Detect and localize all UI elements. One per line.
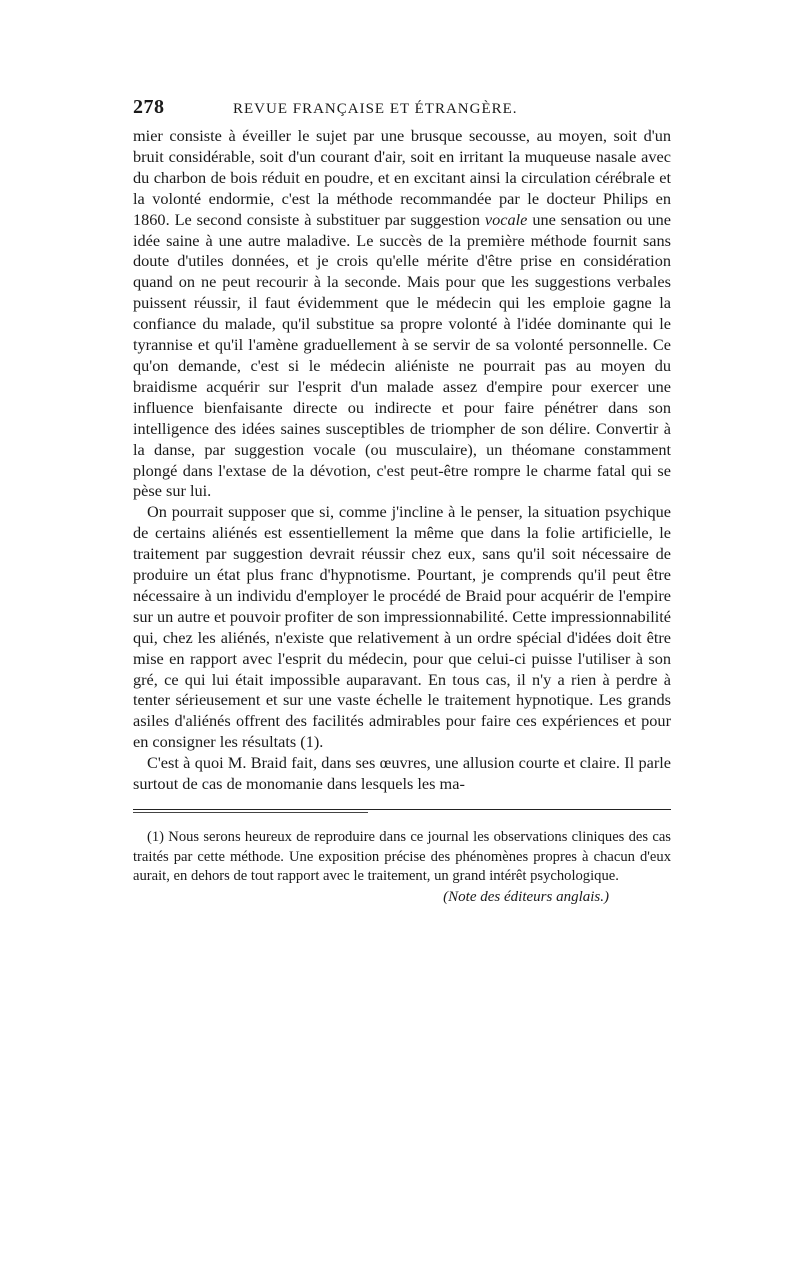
paragraph-continued [133, 126, 671, 502]
footnote-separator [133, 806, 671, 814]
book-page [133, 96, 671, 907]
footnote [133, 828, 671, 907]
separator-rule [133, 809, 671, 810]
journal-title: REVUE FRANÇAISE ET ÉTRANGÈRE. [233, 101, 518, 117]
italic-word: vocale [484, 209, 528, 229]
paragraph: On pourrait supposer que si, comme j'incline à le penser, la situation psychique de certains aliénés est essentiellement la même que dans la folie artificielle, le traitement par suggestion devrait réussir chez eux, sans qu'il soit nécessaire de produire un état plus franc d'hypnotisme. Pourtant, je comprends qu'il peut être nécessaire à un individu d'employer le procédé de Braid pour acquérir de l'empire sur un autre et pouvoir profiter de son impressionnabilité. Cette impressionnabilité qui, chez les aliénés, n'existe que relativement à un ordre spécial d'idées doit être mise en rapport avec l'esprit du médecin, pour que celui-ci puisse l'utiliser à son gré, ce qui lui était impossible auparavant. En tous cas, il n'y a rien à perdre à tenter sérieusement et sur une vaste échelle le traitement hypnotique. Les grands asiles d'aliénés offrent des facilités admirables pour faire ces expériences et pour en consigner les résultats (1). [133, 502, 671, 752]
paragraph-text: une sensation ou une idée saine à une autre maladive. Le succès de la première méthode fournit sans doute d'utiles données, et je crois qu'elle mérite d'être prise en considération quand on ne peut recourir à la seconde. Mais pour que les suggestions verbales puissent réussir, il faut évidemment que le médecin qui les emploie gagne la confiance du malade, qu'il substitue sa propre volonté à l'idée dominante qui le tyrannise et qu'il l'amène graduellement à se servir de sa volonté personnelle. Ce qu'on demande, c'est si le médecin aliéniste ne pourrait pas au moyen du braidisme acquérir sur l'esprit d'un malade assez d'empire pour exercer une influence bienfaisante directe ou indirecte et pour faire pénétrer dans son intelligence des idées saines susceptibles de triompher de son délire. Convertir à la danse, par suggestion vocale (ou musculaire), un théomane constamment plongé dans l'extase de la dévotion, c'est peut-être rompre le charme fatal qui se pèse sur lui. [133, 209, 672, 501]
page-number: 278 [133, 96, 165, 118]
footnote-text: (1) Nous serons heureux de reproduire dans ce journal les observations cliniques des cas traités par cette méthode. Une exposition précise des phénomènes propres à chacun d'eux aurait, en dehors de tout rapport avec le traitement, un grand intérêt psychologique. [133, 829, 671, 885]
paragraph: C'est à quoi M. Braid fait, dans ses œuvres, une allusion courte et claire. Il parle surtout de cas de monomanie dans lesquels les ma- [133, 753, 671, 794]
footnote-signature: (Note des éditeurs anglais.) [443, 888, 609, 905]
body-text [133, 126, 671, 795]
paragraph-text: mier consiste à éveiller le sujet par une brusque secousse, au moyen, soit d'un bruit considérable, soit d'un courant d'air, soit en irritant la muqueuse nasale avec du charbon de bois réduit en poudre, et en excitant ainsi la circulation cérébrale et la volonté endormie, c'est la méthode recommandée par le docteur Philips en 1860. Le second consiste à substituer par suggestion [133, 126, 671, 229]
separator-rule-short [133, 812, 368, 813]
running-head [133, 96, 671, 122]
